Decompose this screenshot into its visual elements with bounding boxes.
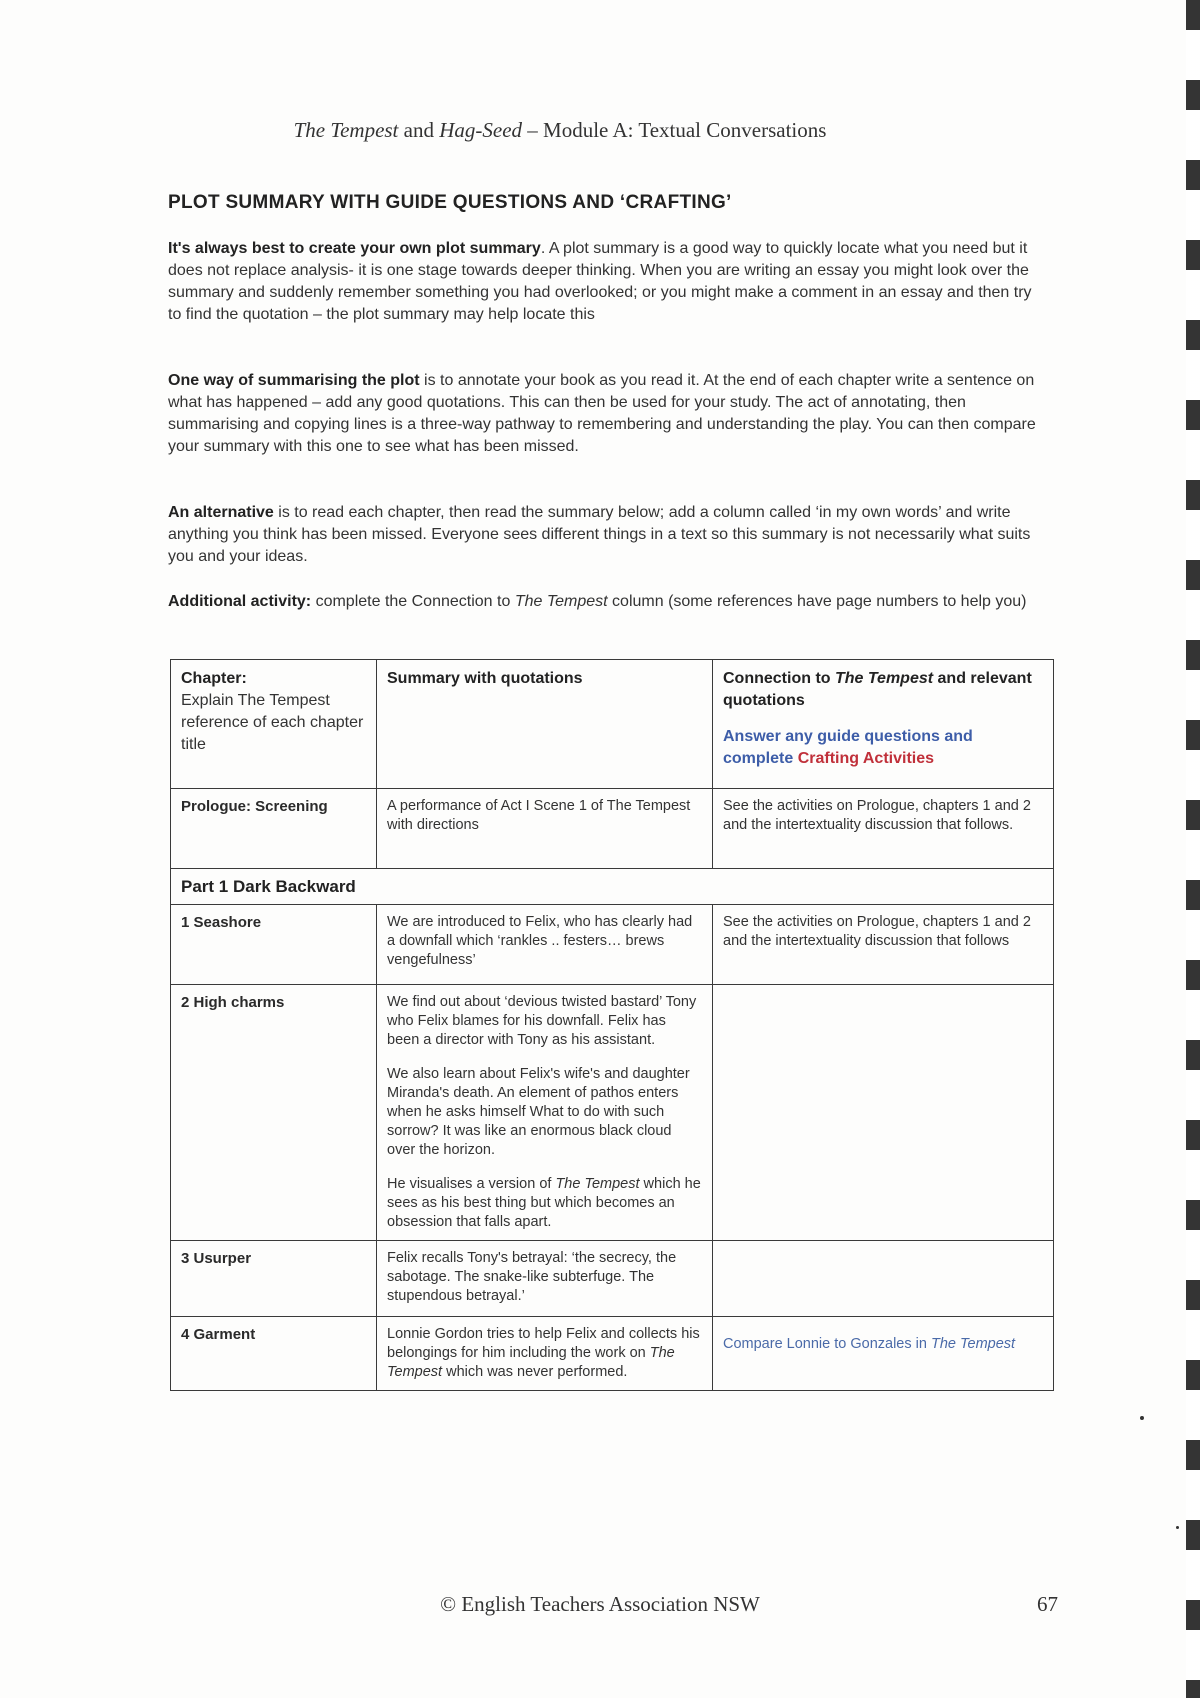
scan-speck <box>1176 1526 1179 1529</box>
p4-italic: The Tempest <box>514 593 608 610</box>
connection-chapter-4-italic: The Tempest <box>930 1336 1016 1352</box>
chapter-prologue: Prologue: Screening <box>171 789 377 869</box>
summary-chapter-2-p1: We find out about ‘devious twisted bastard’ Tony who Felix blames for his downfall. Felix has been a director with Tony as his assistant. <box>387 994 697 1048</box>
header-summary-label: Summary with quotations <box>387 670 583 687</box>
header-cell-chapter <box>171 660 377 789</box>
header-chapter-label: Chapter: <box>181 670 247 687</box>
summary-chapter-4-a: Lonnie Gordon tries to help Felix and collects his belongings for him including the work on <box>387 1326 700 1361</box>
table-row <box>171 1241 1054 1317</box>
summary-chapter-4-italic: The Tempest <box>387 1345 675 1380</box>
summary-chapter-2-p3i: The Tempest <box>555 1176 640 1192</box>
page-header <box>0 118 1120 143</box>
header-and: and <box>398 118 440 142</box>
summary-chapter-2 <box>377 985 713 1241</box>
table-row <box>171 905 1054 985</box>
p1-lead: It's always best to create your own plot summary <box>168 240 541 257</box>
p2-body: is to annotate your book as you read it. At the end of each chapter write a sentence on what has happened – add any good quotations. This can then be used for your study. The act of annotating, then summarising and copying lines is a three-way pathway to remembering and understanding the play. You can then compare your summary with this one to see what has been missed. <box>168 372 1036 455</box>
paragraph-one-way <box>168 370 1048 458</box>
header-module: – Module A: Textual Conversations <box>522 118 827 142</box>
p4-lead: Additional activity: <box>168 593 312 610</box>
connection-chapter-4 <box>713 1317 1054 1391</box>
summary-chapter-4 <box>377 1317 713 1391</box>
summary-chapter-2-p3b: which he sees as his best thing but which becomes an obsession that falls apart. <box>387 1176 701 1230</box>
table-row <box>171 789 1054 869</box>
chapter-1: 1 Seashore <box>171 905 377 985</box>
footer-copyright: © English Teachers Association NSW <box>440 1592 760 1616</box>
table-row <box>171 1317 1054 1391</box>
summary-chapter-1: We are introduced to Felix, who has clearly had a downfall which ‘rankles .. festers… brews vengefulness’ <box>377 905 713 985</box>
header-title-hagseed: Hag-Seed <box>439 118 523 142</box>
paragraph-alternative <box>168 502 1048 568</box>
table-row <box>171 985 1054 1241</box>
summary-chapter-2-p3a: He visualises a version of <box>387 1176 556 1192</box>
header-crafting-activities: Crafting Activities <box>797 750 935 767</box>
connection-chapter-3 <box>713 1241 1054 1317</box>
connection-chapter-1: See the activities on Prologue, chapters 1 and 2 and the intertextuality discussion that follows <box>713 905 1054 985</box>
header-title-tempest: The Tempest <box>293 118 399 142</box>
p1-body: . A plot summary is a good way to quickly locate what you need but it does not replace analysis- it is one stage towards deeper thinking. When you are writing an essay you might look over the summary and suddenly remember something you had overlooked; or you might make a comment in an essay and then try to find the quotation – the plot summary may help locate this <box>168 240 1032 323</box>
header-connection-italic: The Tempest <box>834 670 934 687</box>
summary-chapter-2-p3 <box>387 1175 702 1232</box>
scan-speck <box>1140 1416 1144 1420</box>
p3-body: is to read each chapter, then read the summary below; add a column called ‘in my own words’ and write anything you think has been missed. Everyone sees different things in a text so this summary is not necessarily what suits you and your ideas. <box>168 504 1031 565</box>
summary-chapter-4-b: which was never performed. <box>442 1364 628 1380</box>
header-connection-b: and relevant quotations <box>723 670 1032 709</box>
header-chapter-desc: Explain The Tempest reference of each chapter title <box>181 692 364 753</box>
header-guide-questions: Answer any guide questions and complete <box>723 728 973 767</box>
paragraph-additional-activity <box>168 591 1048 613</box>
part-1-heading: Part 1 Dark Backward <box>171 869 1054 905</box>
table-header-row <box>171 660 1054 789</box>
header-cell-summary <box>377 660 713 789</box>
chapter-2: 2 High charms <box>171 985 377 1241</box>
summary-prologue: A performance of Act I Scene 1 of The Tempest with directions <box>377 789 713 869</box>
binding-strip <box>1186 0 1200 1698</box>
chapter-4: 4 Garment <box>171 1317 377 1391</box>
p4-body-1: complete the Connection to <box>311 593 515 610</box>
header-cell-connection <box>713 660 1054 789</box>
p2-lead: One way of summarising the plot <box>168 372 420 389</box>
connection-chapter-2 <box>713 985 1054 1241</box>
header-connection-a: Connection to <box>723 670 835 687</box>
plot-summary-table <box>170 659 1054 1391</box>
part-row <box>171 869 1054 905</box>
p3-lead: An alternative <box>168 504 274 521</box>
p4-body-2: column (some references have page numbers to help you) <box>607 593 1027 610</box>
summary-chapter-3: Felix recalls Tony's betrayal: ‘the secrecy, the sabotage. The snake-like subterfuge. The stupendous betrayal.’ <box>377 1241 713 1317</box>
connection-chapter-4-a: Compare Lonnie to Gonzales in <box>723 1336 931 1352</box>
section-title: PLOT SUMMARY WITH GUIDE QUESTIONS AND ‘CRAFTING’ <box>168 192 732 213</box>
page-number: 67 <box>1037 1592 1058 1616</box>
chapter-3: 3 Usurper <box>171 1241 377 1317</box>
paragraph-own-summary <box>168 238 1048 326</box>
connection-prologue: See the activities on Prologue, chapters 1 and 2 and the intertextuality discussion that follows. <box>713 789 1054 869</box>
summary-chapter-2-p2: We also learn about Felix's wife's and daughter Miranda's death. An element of pathos enters when he asks himself What to do with such sorrow? It was like an enormous black cloud over the horizon. <box>387 1066 690 1158</box>
